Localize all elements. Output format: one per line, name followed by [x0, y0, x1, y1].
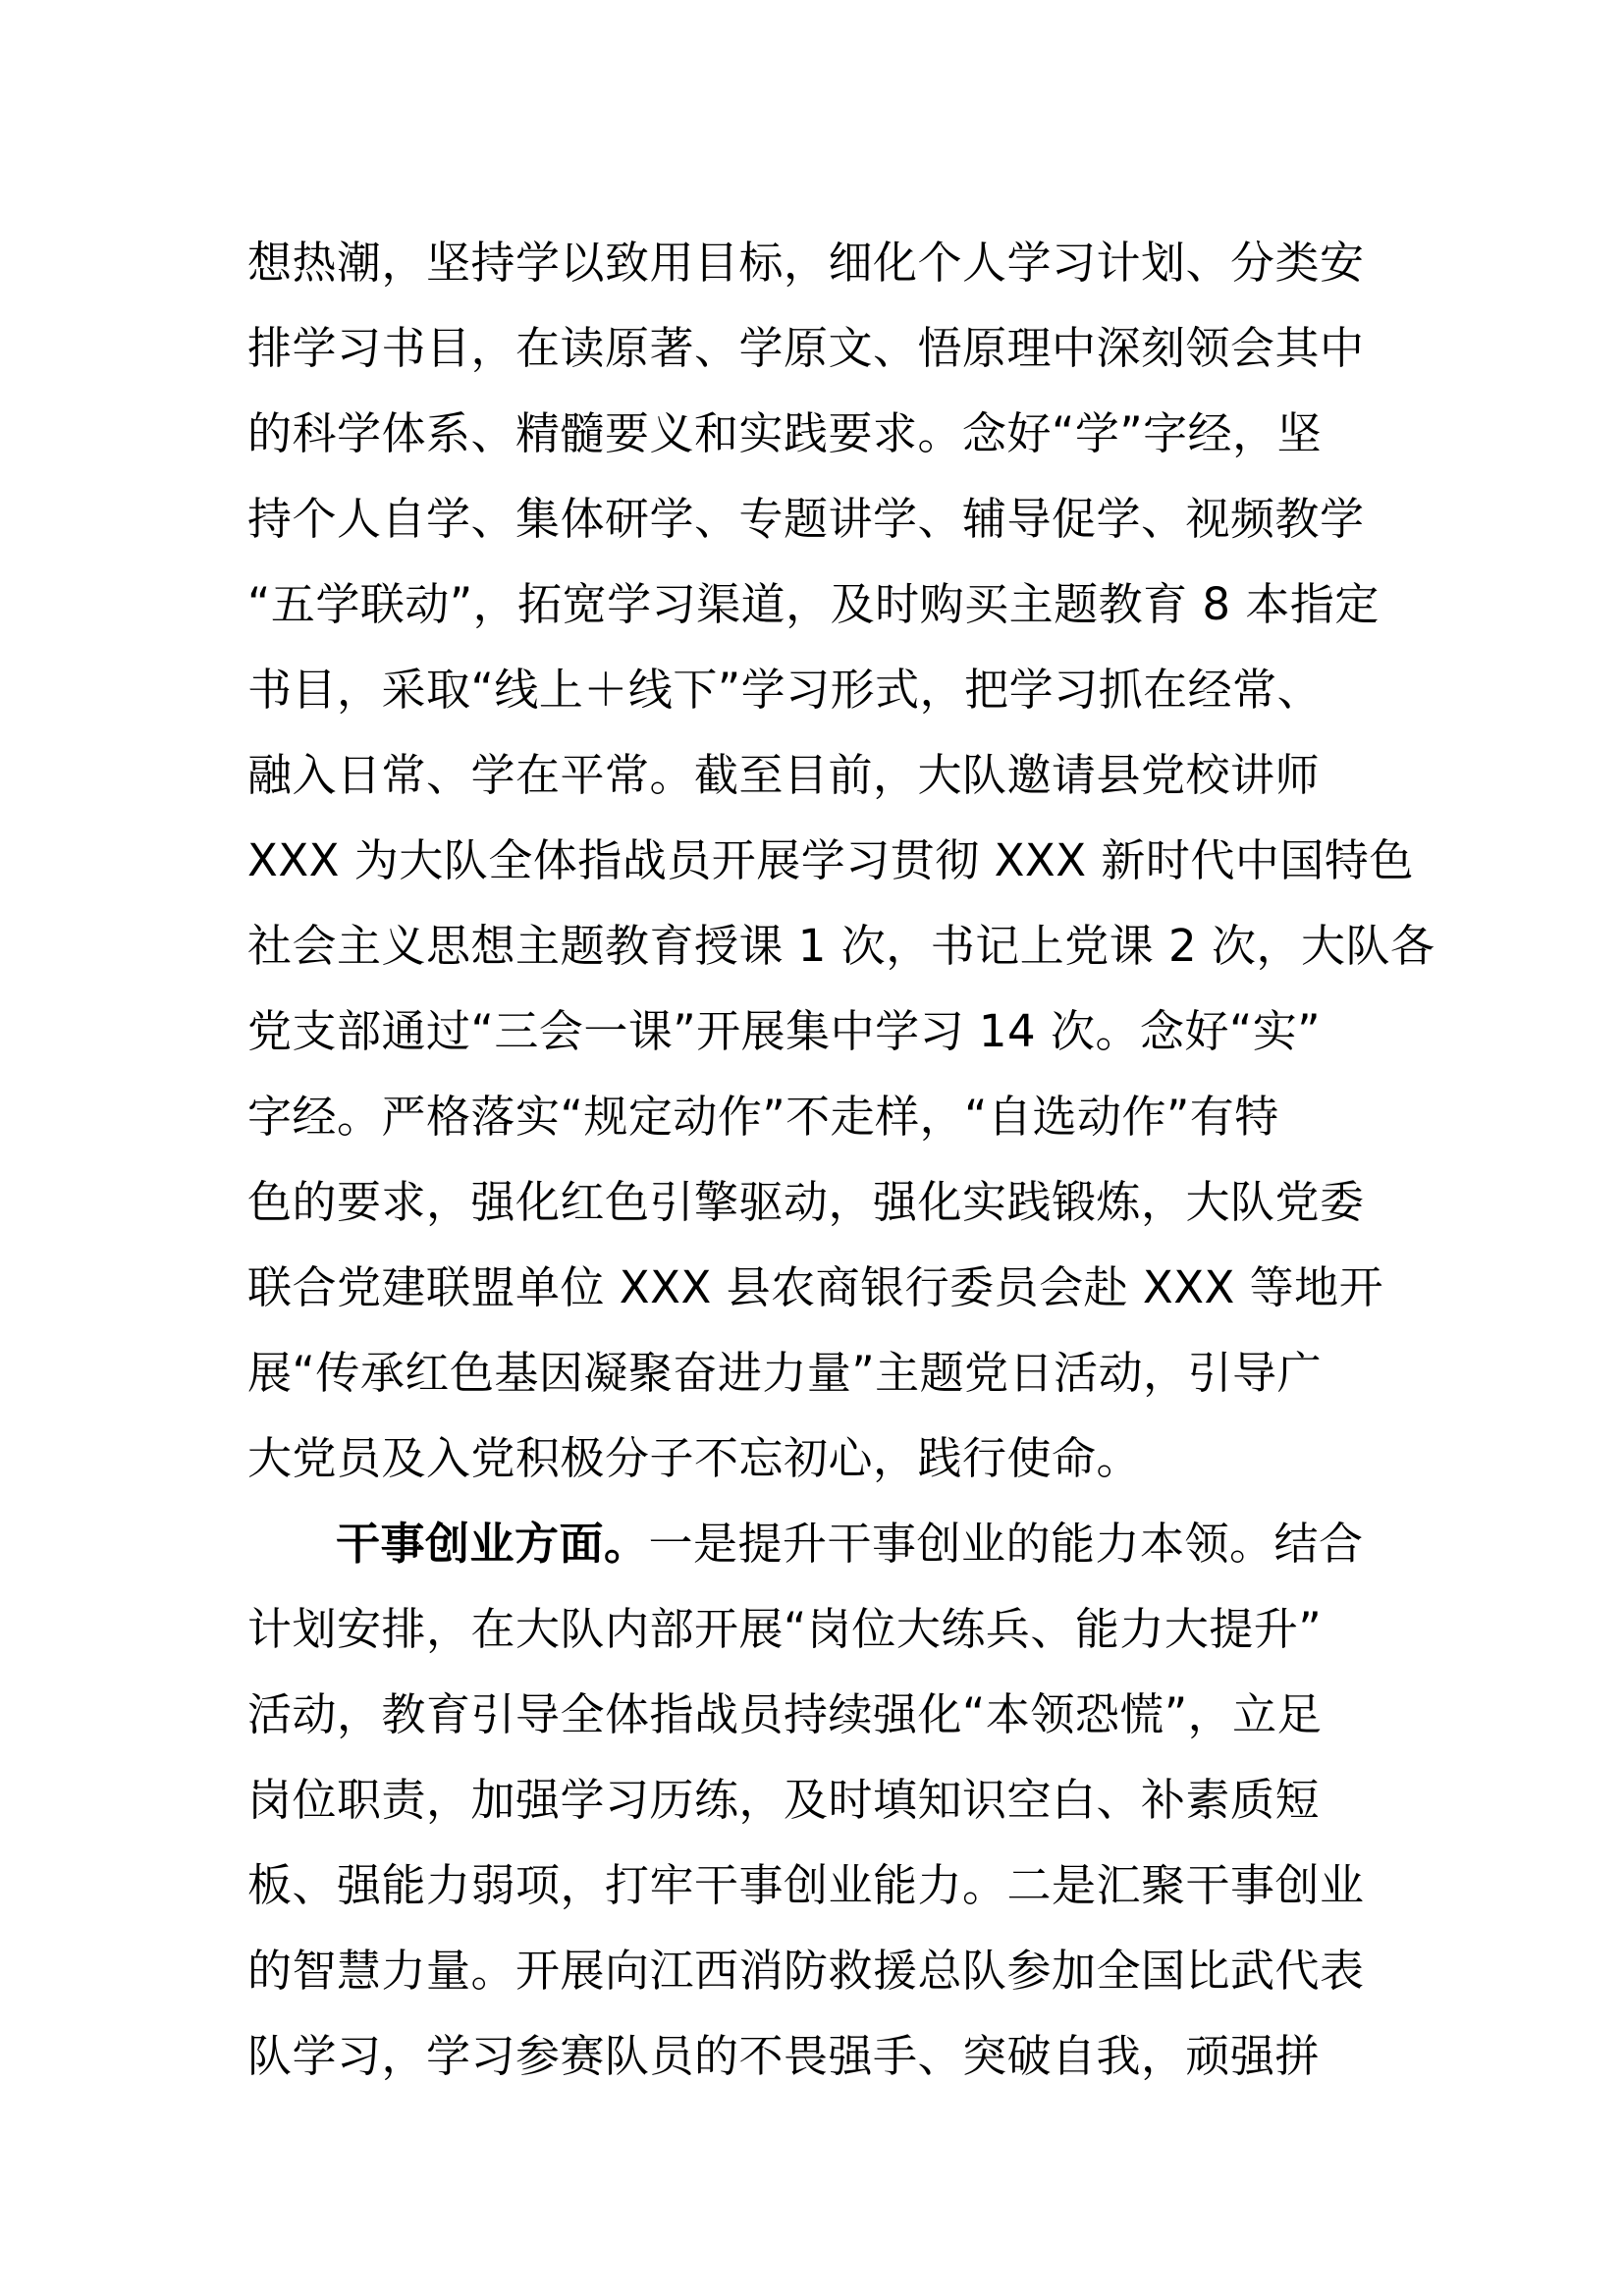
text-line: 展“传承红色基因凝聚奋进力量”主题党日活动，引导广	[247, 1347, 1323, 1399]
text-line: 书目，采取“线上＋线下”学习形式，把学习抓在经常、	[247, 664, 1323, 716]
text-line: 党支部通过“三会一课”开展集中学习 14 次。念好“实”	[247, 1005, 1322, 1057]
text-line: 活动，教育引导全体指战员持续强化“本领恐慌”，立足	[247, 1688, 1323, 1740]
text-line: 融入日常、学在平常。截至目前，大队邀请县党校讲师	[247, 749, 1321, 801]
text-line: 队学习，学习参赛队员的不畏强手、突破自我，顽强拼	[247, 2030, 1321, 2082]
text-line: 的科学体系、精髓要义和实践要求。念好“学”字经，坚	[247, 407, 1323, 459]
text-line: 字经。严格落实“规定动作”不走样，“自选动作”有特	[247, 1091, 1279, 1143]
text-line: 想热潮，坚持学以致用目标，细化个人学习计划、分类安	[247, 237, 1365, 289]
text-line: 计划安排，在大队内部开展“岗位大练兵、能力大提升”	[247, 1603, 1323, 1655]
section-lead-heading: 干事创业方面。	[336, 1518, 649, 1570]
text-line: 色的要求，强化红色引擎驱动，强化实践锻炼，大队党委	[247, 1176, 1365, 1228]
text-line: 的智慧力量。开展向江西消防救援总队参加全国比武代表	[247, 1945, 1365, 1997]
text-line: 社会主义思想主题教育授课 1 次，书记上党课 2 次，大队各	[247, 920, 1435, 972]
paragraph-first-line	[336, 1515, 1364, 1574]
text-line: 排学习书目，在读原著、学原文、悟原理中深刻领会其中	[247, 322, 1365, 374]
text-line: 大党员及入党积极分子不忘初心，践行使命。	[247, 1432, 1142, 1484]
text-line: XXX 为大队全体指战员开展学习贯彻 XXX 新时代中国特色	[247, 834, 1414, 886]
text-line: 联合党建联盟单位 XXX 县农商银行委员会赴 XXX 等地开	[247, 1261, 1384, 1313]
text-run: 一是提升干事创业的能力本领。结合	[648, 1518, 1364, 1570]
text-line: 板、强能力弱项，打牢干事创业能力。二是汇聚干事创业	[247, 1859, 1365, 1911]
text-line: “五学联动”，拓宽学习渠道，及时购买主题教育 8 本指定	[247, 578, 1380, 630]
text-line: 持个人自学、集体研学、专题讲学、辅导促学、视频教学	[247, 493, 1365, 545]
text-line: 岗位职责，加强学习历练，及时填知识空白、补素质短	[247, 1774, 1321, 1826]
